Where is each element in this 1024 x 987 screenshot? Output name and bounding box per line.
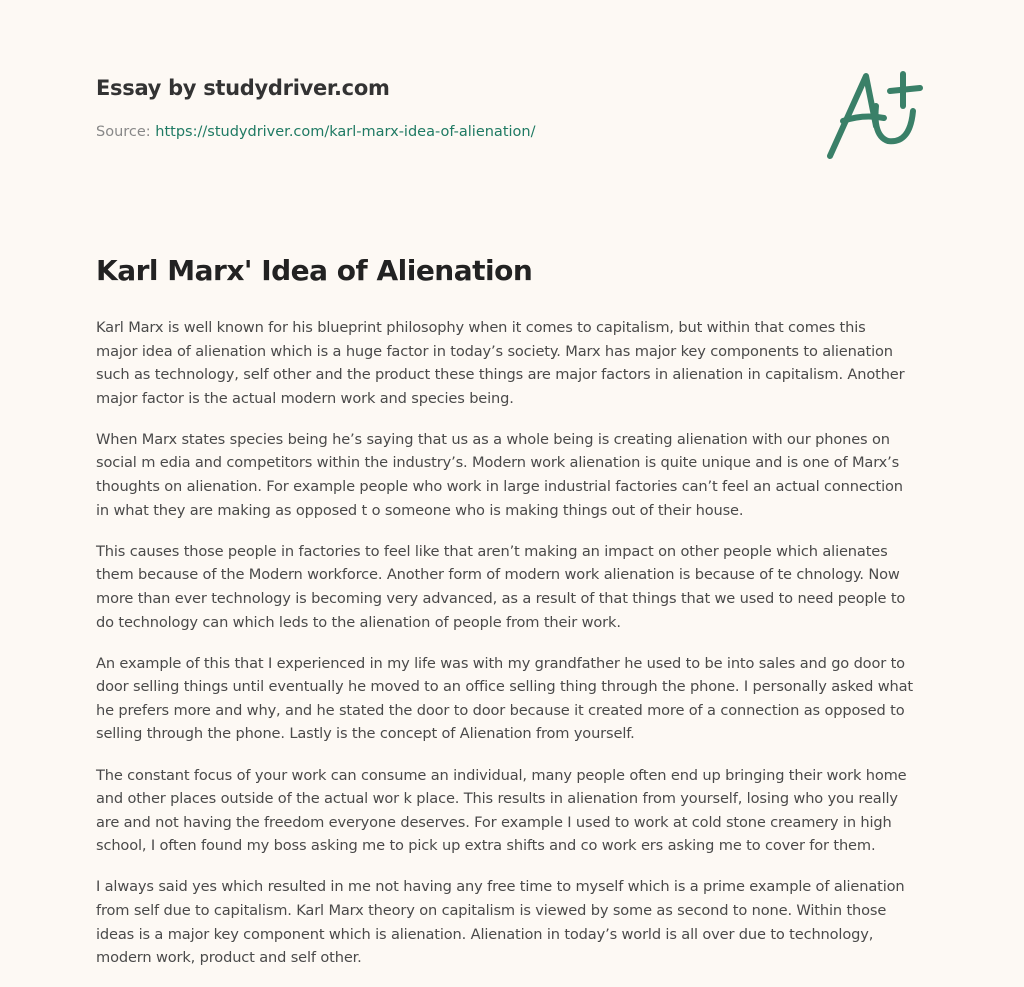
essay-body: [96, 316, 946, 987]
paragraph-line: major idea of alienation which is a huge factor in today’s society. Marx has major key components to alienation: [96, 342, 893, 360]
paragraph-line: school, I often found my boss asking me to pick up extra shifts and co work ers asking me to cover for them.: [96, 837, 876, 855]
paragraph-line: from self due to capitalism. Karl Marx theory on capitalism is viewed by some as second to none. Within those: [96, 901, 887, 919]
paragraph-line: in what they are making as opposed t o someone who is making things out of their house.: [96, 501, 744, 519]
essay-paragraph: [96, 652, 946, 746]
paragraph-line: ideas is a major key component which is alienation. Alienation in today’s world is all over due to technology,: [96, 925, 874, 943]
essay-paragraph: [96, 316, 946, 410]
paragraph-line: The constant focus of your work can consume an individual, many people often end up bringing their work home: [96, 766, 907, 784]
essay-paragraph: [96, 428, 946, 522]
paragraph-line: do technology can which leds to the alienation of people from their work.: [96, 613, 621, 631]
a-plus-logo-icon: [818, 66, 933, 166]
paragraph-line: When Marx states species being he’s saying that us as a whole being is creating alienation with our phones on: [96, 430, 890, 448]
source-link[interactable]: https://studydriver.com/karl-marx-idea-of-alienation/: [155, 124, 536, 140]
essay-paragraph: [96, 540, 946, 634]
paragraph-line: An example of this that I experienced in my life was with my grandfather he used to be into sales and go door to: [96, 654, 905, 672]
source-line: [96, 124, 535, 140]
paragraph-line: modern work, product and self other.: [96, 949, 362, 967]
site-brand: Essay by studydriver.com: [96, 76, 390, 100]
source-label: Source:: [96, 124, 151, 140]
paragraph-line: I always said yes which resulted in me not having any free time to myself which is a prime example of alienation: [96, 878, 905, 896]
paragraph-line: and other places outside of the actual wor k place. This results in alienation from yourself, losing who you really: [96, 790, 898, 808]
essay-title: Karl Marx' Idea of Alienation: [96, 254, 533, 287]
paragraph-line: door selling things until eventually he moved to an office selling thing through the phone. I personally asked what: [96, 678, 913, 696]
paragraph-line: Karl Marx is well known for his blueprint philosophy when it comes to capitalism, but within that comes this: [96, 319, 866, 336]
essay-paragraph: [96, 764, 946, 858]
paragraph-line: he prefers more and why, and he stated the door to door because it created more of a connection as opposed to: [96, 701, 905, 719]
paragraph-line: social m edia and competitors within the industry’s. Modern work alienation is quite unique and is one of Marx’s: [96, 454, 900, 472]
paragraph-line: thoughts on alienation. For example people who work in large industrial factories can’t feel an actual connection: [96, 478, 903, 496]
paragraph-line: This causes those people in factories to feel like that aren’t making an impact on other people which alienates: [96, 542, 888, 560]
paragraph-line: selling through the phone. Lastly is the concept of Alienation from yourself.: [96, 725, 635, 743]
essay-paragraph: [96, 875, 946, 969]
paragraph-line: them because of the Modern workforce. Another form of modern work alienation is because of te chnology. Now: [96, 566, 900, 584]
paragraph-line: are and not having the freedom everyone deserves. For example I used to work at cold stone creamery in high: [96, 813, 892, 831]
paragraph-line: such as technology, self other and the product these things are major factors in alienation in capitalism. Another: [96, 366, 905, 384]
paragraph-line: more than ever technology is becoming very advanced, as a result of that things that we used to need people to: [96, 589, 906, 607]
paragraph-line: major factor is the actual modern work and species being.: [96, 389, 514, 407]
